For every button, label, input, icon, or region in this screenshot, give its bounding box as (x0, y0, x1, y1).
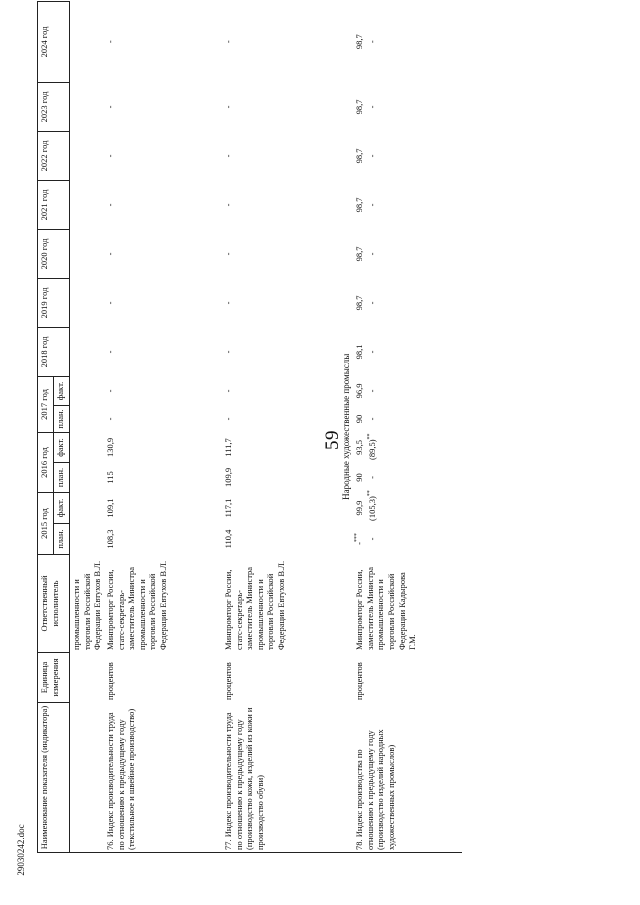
header-2016: 2016 год (38, 432, 54, 492)
unit-cell: процентов (104, 662, 115, 700)
value-2020: - (366, 252, 377, 256)
header-responsible: Ответственный исполнитель (38, 555, 70, 653)
header-indicator: Наименование показателя (индикатора) (38, 703, 70, 853)
value-2023: - (222, 105, 233, 109)
responsible-cell: Минпромторг России, заместитель Министра промышленности и торговли Российской Федерации Кадырова Г.М. (354, 566, 418, 650)
unit-cell: процентов (222, 662, 233, 700)
value-2024: - (366, 40, 377, 44)
header-2016-plan: план. (54, 462, 70, 492)
value-2024: 98,7 (354, 34, 365, 50)
value-2018: - (366, 350, 377, 354)
table-row (222, 1, 340, 852)
value-2022: - (104, 154, 115, 158)
value-2015-plan: 110,4 (222, 529, 233, 549)
table-row (104, 1, 222, 852)
header-2015: 2015 год (38, 492, 54, 554)
value-2019: - (366, 301, 377, 305)
header-2019: 2019 год (38, 278, 70, 327)
value-2016-plan: 90 (354, 473, 365, 482)
value-2015-plan: - (366, 537, 377, 541)
header-2020: 2020 год (38, 229, 70, 278)
value-2015-plan: 108,3 (104, 529, 115, 549)
section-title-row (340, 1, 353, 852)
value-2016-fact: 130,9 (104, 437, 115, 458)
value-2018: 98,1 (354, 344, 365, 360)
value-2019: 98,7 (354, 295, 365, 311)
indicator-cell: 76. Индекс производительности труда по отношению к предыдущему году (текстильное и швейное производство) (104, 703, 222, 853)
value-2016-fact: (89,5)** (366, 433, 377, 460)
responsible-cell: Минпромторг России, статс-секретарь-заместитель Министра промышленности и торговли Российской Федерации Евтухов В.Л. (104, 560, 168, 650)
page-number: 59 (322, 430, 343, 450)
value-2023: 98,7 (354, 99, 365, 115)
continuation-row (70, 1, 104, 852)
value-2017-fact: - (104, 389, 115, 393)
value-2021: - (222, 203, 233, 207)
header-2015-plan: план. (54, 524, 70, 555)
header-2018: 2018 год (38, 327, 70, 376)
value-2020: 98,7 (354, 246, 365, 262)
value-2024: - (104, 40, 115, 44)
value-2016-fact: 93,5 (354, 440, 365, 455)
value-2017-plan: - (104, 417, 115, 421)
value-2017-fact: - (366, 389, 377, 393)
unit-cell: процентов (354, 662, 365, 700)
responsible-cell: Минпромторг России, статс-секретарь-заместитель Министра промышленности и торговли Российской Федерации Евтухов В.Л. (222, 560, 286, 650)
value-2018: - (104, 350, 115, 354)
header-2017-plan: план. (54, 405, 70, 432)
section-title: Народные художественные промыслы (340, 1, 353, 852)
header-2016-fact: факт. (54, 432, 70, 462)
header-2022: 2022 год (38, 131, 70, 180)
value-2017-fact: 96,9 (354, 383, 365, 399)
value-2015-plan: -*** (354, 533, 365, 545)
value-2015-fact: 117,1 (222, 498, 233, 518)
value-2020: - (104, 252, 115, 256)
header-2024: 2024 год (38, 1, 70, 82)
value-2015-fact: (105,3)** (366, 490, 377, 521)
value-2023: - (104, 105, 115, 109)
table-header-row (38, 1, 54, 852)
indicator-table (37, 1, 462, 853)
indicator-cell: 78. Индекс производства по отношению к предыдущему году (производство изделий народных художественных промыслов) (353, 703, 462, 853)
header-2021: 2021 год (38, 180, 70, 229)
value-2024: - (222, 40, 233, 44)
header-2015-fact: факт. (54, 492, 70, 523)
value-2023: - (366, 105, 377, 109)
value-2016-fact: 111,7 (222, 438, 233, 457)
value-2022: 98,7 (354, 148, 365, 164)
value-2021: - (366, 203, 377, 207)
value-2021: 98,7 (354, 197, 365, 213)
value-2016-plan: 109,9 (222, 467, 233, 488)
indicator-cell: 77. Индекс производительности труда по отношению к предыдущему году (производство кожи, изделий из кожи и производство обуви) (222, 703, 340, 853)
value-2017-plan: - (222, 417, 233, 421)
value-2015-fact: 109,1 (104, 498, 115, 518)
value-2017-plan: 90 (354, 414, 365, 424)
value-2015-fact: 99,9 (354, 500, 365, 516)
document-code: 29030242.doc (16, 824, 26, 876)
value-2020: - (222, 252, 233, 256)
header-2023: 2023 год (38, 82, 70, 131)
table-row (353, 1, 366, 852)
value-2017-plan: - (366, 417, 377, 421)
value-2016-plan: 115 (104, 471, 115, 484)
value-2022: - (222, 154, 233, 158)
continuation-responsible: промышленности и торговли Российской Федерации Евтухов В.Л. (71, 560, 103, 650)
value-2019: - (104, 301, 115, 305)
value-2017-fact: - (222, 389, 233, 393)
value-2018: - (222, 350, 233, 354)
header-2017: 2017 год (38, 376, 54, 432)
header-2017-fact: факт. (54, 376, 70, 405)
value-2021: - (104, 203, 115, 207)
value-2016-plan: - (366, 476, 377, 479)
header-unit: Единица измерения (38, 653, 70, 703)
value-2019: - (222, 301, 233, 305)
value-2022: - (366, 154, 377, 158)
indicator-table-sheet (37, 26, 497, 853)
